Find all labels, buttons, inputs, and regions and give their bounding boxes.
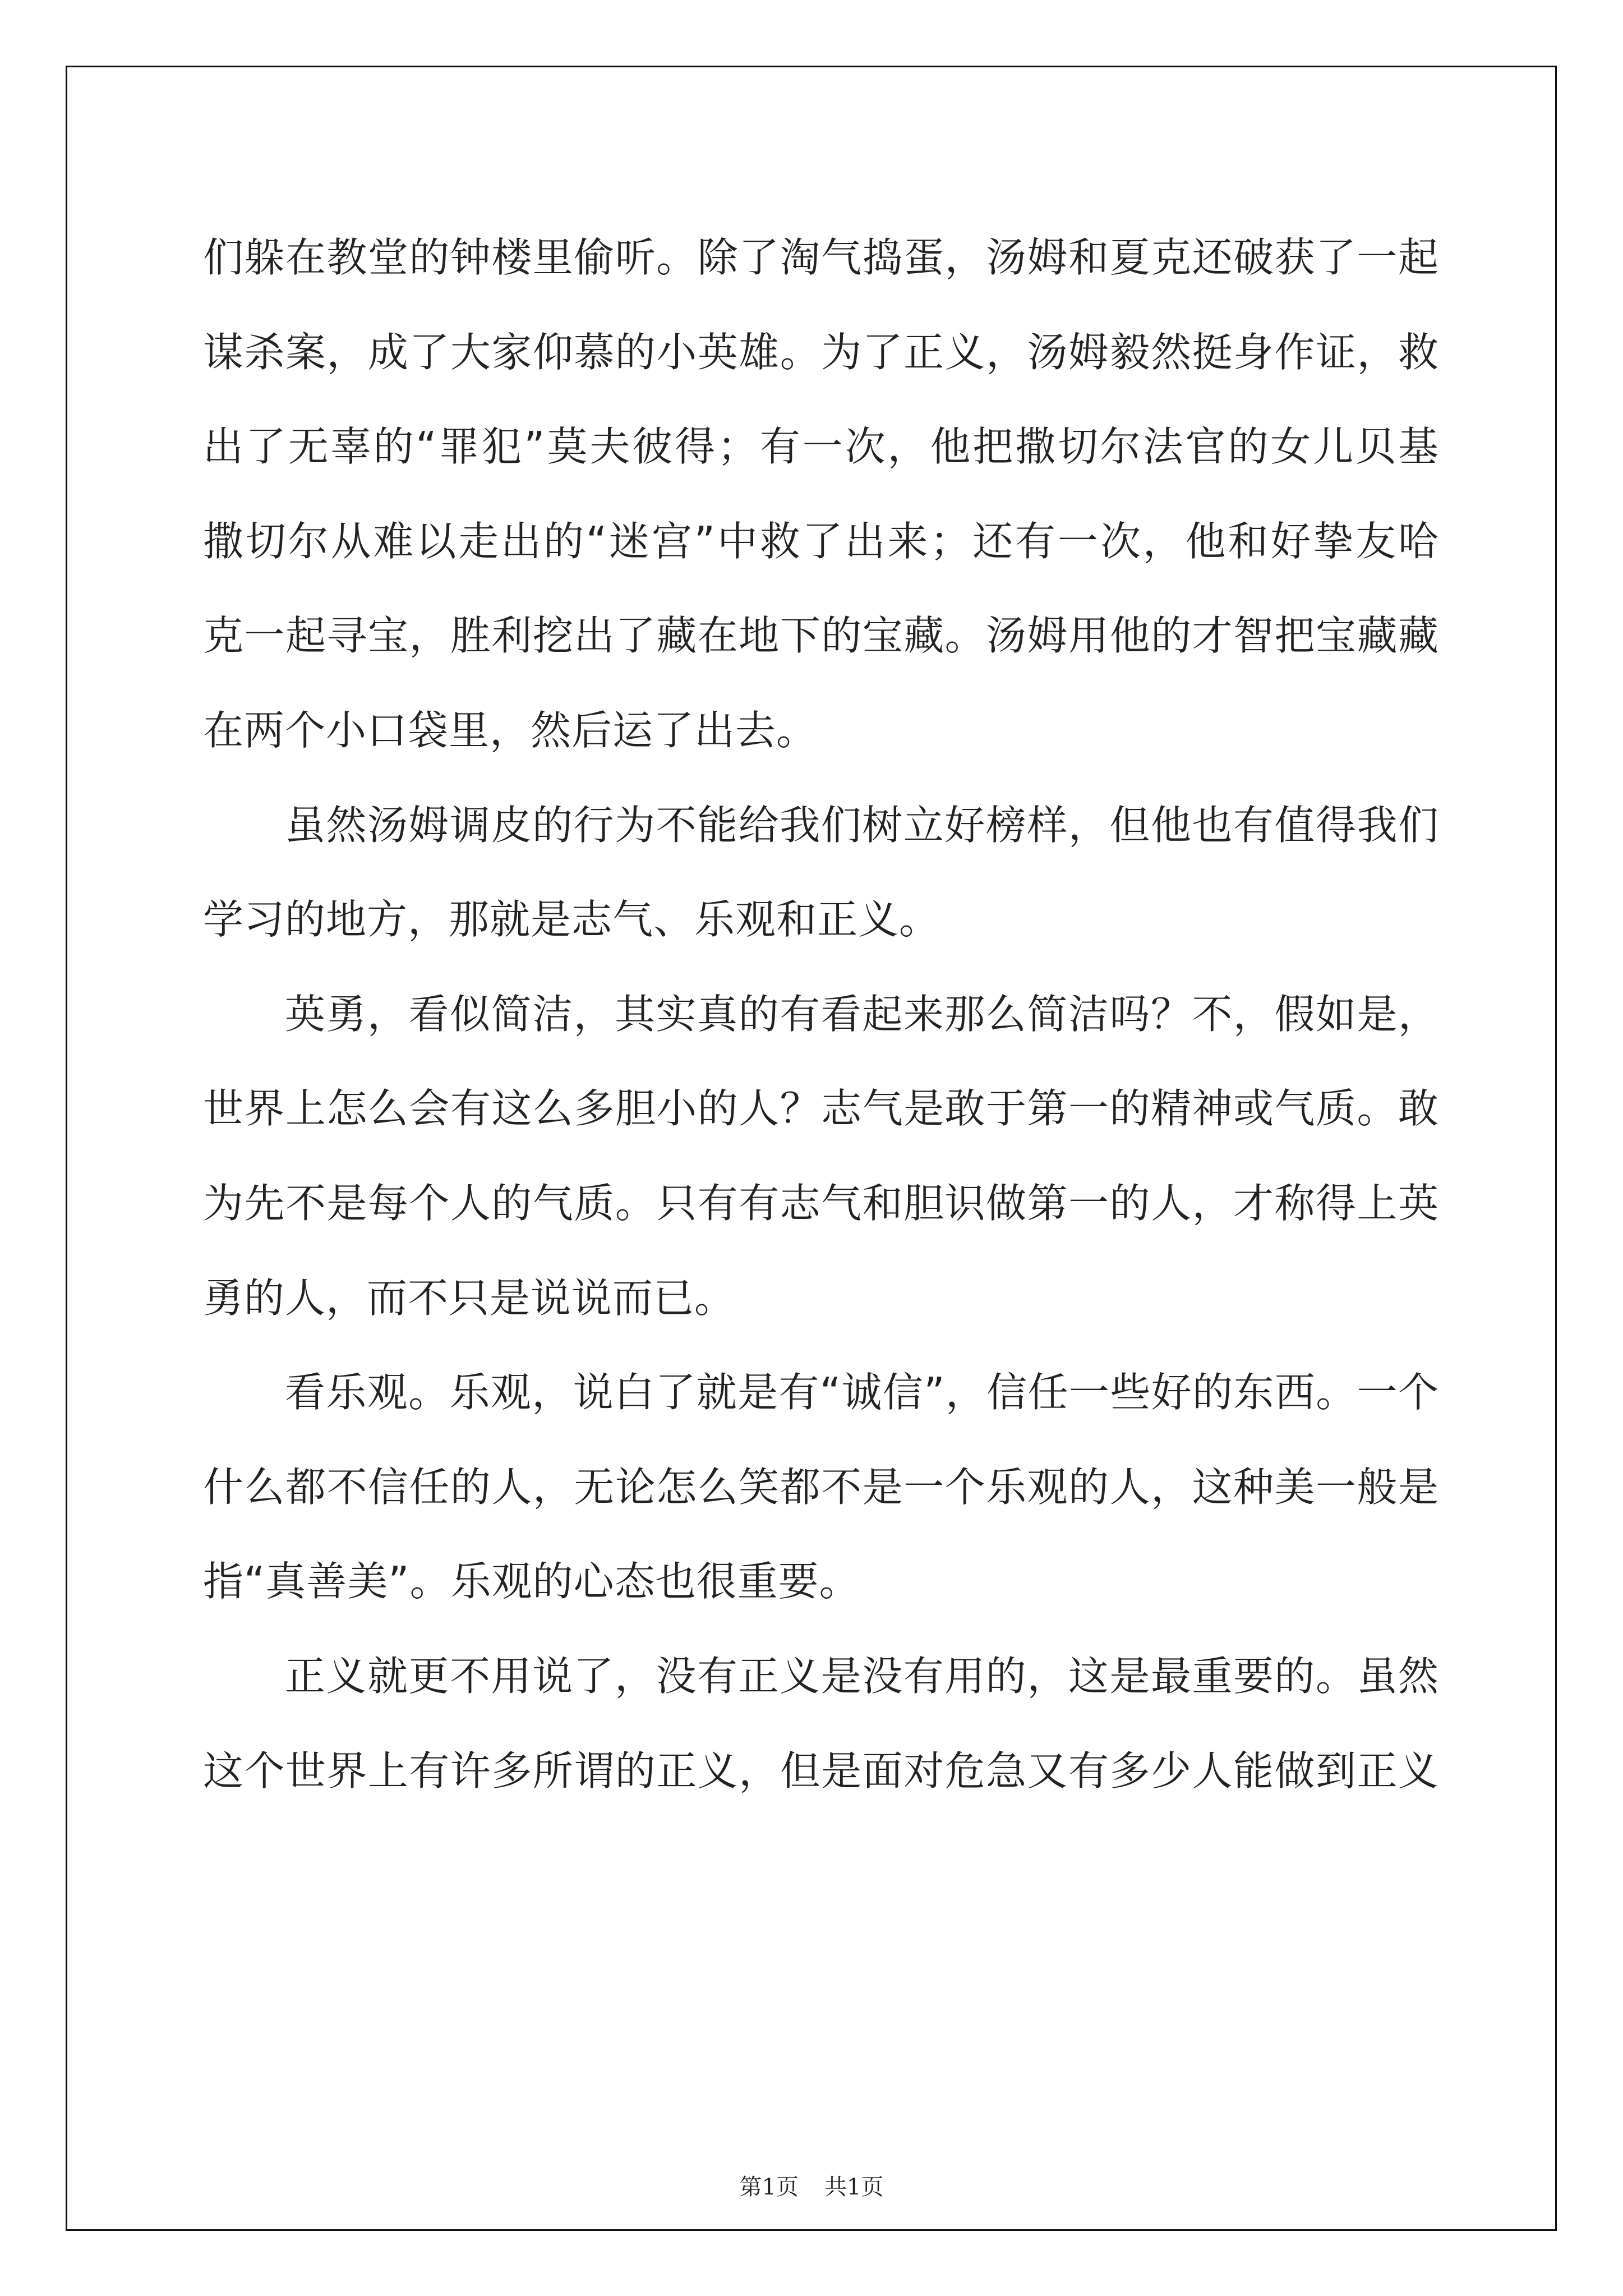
page-footer [0,2169,1623,2201]
text-line: 为先不是每个人的气质。只有有志气和胆识做第一的人，才称得上英 [203,1179,1439,1227]
text-line: 克一起寻宝，胜利挖出了藏在地下的宝藏。汤姆用他的才智把宝藏藏 [203,612,1439,660]
text-line: 什么都不信任的人，无论怎么笑都不是一个乐观的人，这种美一般是 [203,1463,1439,1511]
text-line: 正义就更不用说了，没有正义是没有用的，这是最重要的。虽然 [285,1652,1439,1700]
text-line: 撒切尔从难以走出的“迷宫”中救了出来；还有一次，他和好挚友哈 [203,517,1439,565]
text-line: 英勇，看似简洁，其实真的有看起来那么简洁吗？不，假如是， [285,990,1439,1038]
text-line: 这个世界上有许多所谓的正义，但是面对危急又有多少人能做到正义 [203,1747,1439,1795]
document-body [203,210,1439,1818]
text-line: 学习的地方，那就是志气、乐观和正义。 [203,896,940,944]
text-line: 谋杀案，成了大家仰慕的小英雄。为了正义，汤姆毅然挺身作证，救 [203,328,1439,376]
text-line: 出了无辜的“罪犯”莫夫彼得；有一次，他把撒切尔法官的女儿贝基 [203,423,1439,471]
text-line: 世界上怎么会有这么多胆小的人？志气是敢于第一的精神或气质。敢 [203,1085,1439,1133]
text-line: 看乐观。乐观，说白了就是有“诚信”，信任一些好的东西。一个 [285,1369,1439,1416]
text-line: 虽然汤姆调皮的行为不能给我们树立好榜样，但他也有值得我们 [285,801,1439,849]
page-number: 第1页 [739,2174,799,2200]
text-line: 指“真善美”。乐观的心态也很重要。 [203,1558,860,1605]
text-line: 们躲在教堂的钟楼里偷听。除了淘气捣蛋，汤姆和夏克还破获了一起 [203,234,1439,281]
page-total: 共1页 [824,2174,884,2200]
text-line: 在两个小口袋里，然后运了出去。 [203,706,818,754]
text-line: 勇的人，而不只是说说而已。 [203,1274,736,1322]
